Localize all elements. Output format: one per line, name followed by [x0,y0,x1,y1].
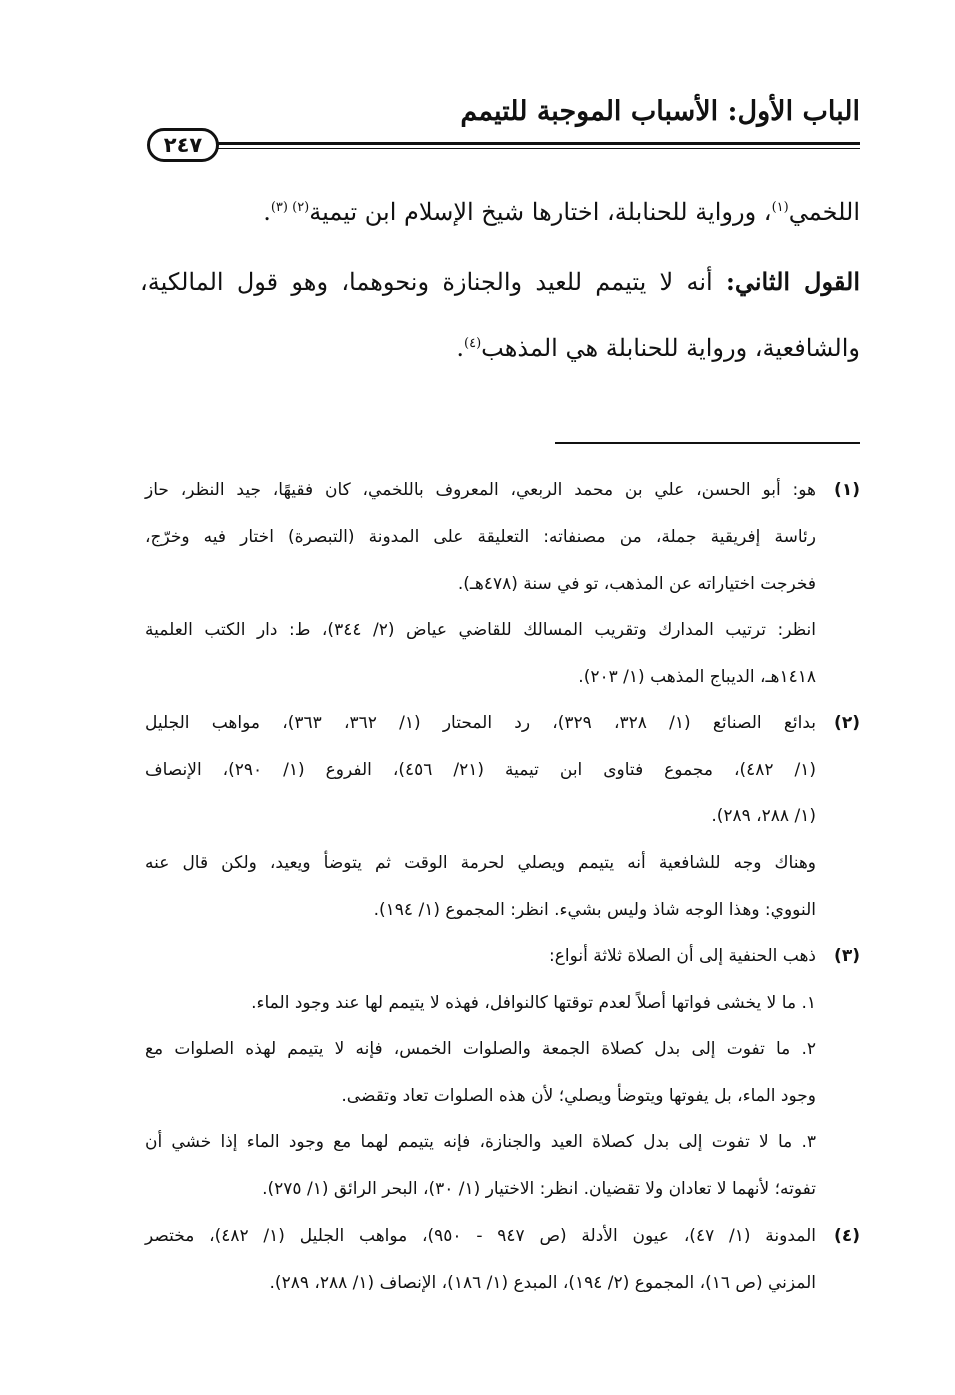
main-text: . [456,334,465,362]
footnote-line: تفوته؛ لأنهما لا تعادان ولا تقضيان. انظر: الاختيار (١/ ٣٠)، البحر الرائق (١/ ٢٧٥). [262,1179,816,1199]
main-text: أنه لا يتيمم للعيد والجنازة ونحوهما، وهو قول المالكية، [140,268,726,296]
footnote-line: ١. ما لا يخشى فواتها أصلاً لعدم توقتها كالنوافل، فهذه لا يتيمم لها عند وجود الماء. [251,993,816,1013]
main-line-3 [140,334,860,363]
main-text: . [263,198,271,226]
footnote-number: (٢) [834,713,860,733]
header-rule-thick [215,142,860,145]
footnote-line: النووي: وهذا الوجه شاذ وليس بشيء. انظر: المجموع (١/ ١٩٤). [373,900,816,920]
footnote-text: المدونة (١/ ٤٧)، عيون الأدلة (ص ٩٤٧ - ٩٥٠)، مواهب الجليل (١/ ٤٨٢)، مختصر [145,1226,816,1246]
footnote-line: (١/ ٢٨٨، ٢٨٩). [711,806,816,826]
header-rule-thin [215,148,860,149]
footnote-line: رئاسة إفريقية جملة، من مصنفاته: التعليقة على المدونة (التبصرة) اختار فيه وخرّج، [145,527,816,547]
footnote-ref: (١) [771,200,789,215]
header-rule [215,142,860,152]
footnote-line: انظر: ترتيب المدارك وتقريب المسالك للقاضي عياض (٢/ ٣٤٤)، ط: دار الكتب العلمية [145,620,816,640]
footnote-separator [555,442,860,444]
footnote-text: بدائع الصنائع (١/ ٣٢٨، ٣٢٩)، رد المحتار (١/ ٣٦٢، ٣٦٣)، مواهب الجليل [145,713,816,733]
page-number: ٢٤٧ [147,128,219,162]
footnote-number: (٤) [834,1226,860,1246]
footnote-line: (١/ ٤٨٢)، مجموع فتاوى ابن تيمية (٢١/ ٤٥٦)، الفروع (١/ ٢٩٠)، الإنصاف [145,760,816,780]
main-line-2 [140,268,860,297]
footnote-number: (١) [834,480,860,500]
main-text: والشافعية، ورواية للحنابلة هي المذهب [481,334,860,362]
footnote-ref: (٤) [464,336,482,351]
main-text: اللخمي [788,198,860,226]
main-line-1 [140,198,860,227]
footnote-line: ١٤١٨هـ، الديباج المذهب (١/ ٢٠٣). [578,667,816,687]
footnote-text: ذهب الحنفية إلى أن الصلاة ثلاثة أنواع: [548,946,816,966]
footnote-ref: (٢) (٣) [270,200,310,215]
footnote-line: فخرجت اختياراته عن المذهب، تو في سنة (٤٧٨هـ). [457,574,816,594]
footnote-line: ٢. ما تفوت إلى بدل كصلاة الجمعة والصلوات الخمس، فإنه لا يتيمم لهذه الصلوات مع [145,1039,816,1059]
footnote-text: هو: أبو الحسن، علي بن محمد الربعي، المعروف باللخمي، كان فقيهًا، جيد النظر، حاز [145,480,816,500]
running-title: الباب الأول: الأسباب الموجبة للتيمم [460,96,860,127]
footnote-line: ٣. ما لا تفوت إلى بدل كصلاة العيد والجنازة، فإنه يتيمم لهما مع وجود الماء إذا خشي أن [145,1132,816,1152]
footnote-number: (٣) [834,946,860,966]
main-text: ، ورواية للحنابلة، اختارها شيخ الإسلام ابن تيمية [309,198,772,226]
footnote-line: وهناك وجه للشافعية أنه يتيمم ويصلي لحرمة الوقت ثم يتوضأ ويعيد، ولكن قال عنه [145,853,816,873]
footnote-line: وجود الماء، بل يفوتها ويتوضأ ويصلي؛ لأن هذه الصلوات تعاد وتقضى. [341,1086,816,1106]
footnote-line: المزني (ص ١٦)، المجموع (٢/ ١٩٤)، المبدع (١/ ١٨٦)، الإنصاف (١/ ٢٨٨، ٢٨٩). [269,1273,816,1293]
second-opinion-label: القول الثاني: [725,267,861,296]
